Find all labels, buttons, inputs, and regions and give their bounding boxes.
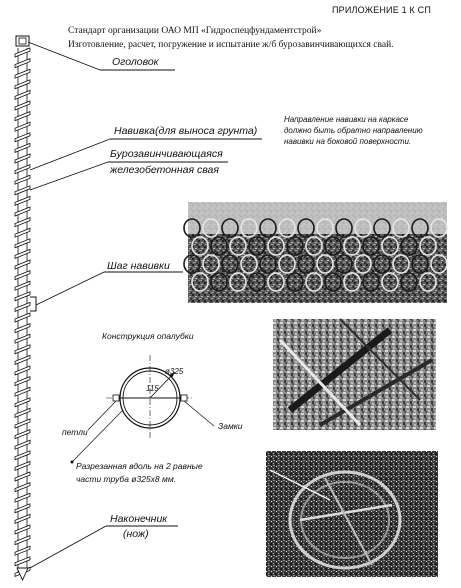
winding-direction-note: Направление навивки на каркасе должно быть обратно направлению навивки на боковой поверхности.: [284, 115, 423, 146]
label-winding: Навивка(для выноса грунта): [114, 125, 258, 137]
label-pile-line1: Бурозавинчивающаяся: [110, 148, 223, 160]
label-pile-line2: железобетонная свая: [110, 164, 219, 176]
label-pile-head: Оголовок: [112, 56, 159, 68]
photo-reinforcement-cages: [184, 202, 447, 303]
label-tip-line2: (нож): [123, 528, 149, 540]
label-loops: петли: [62, 427, 88, 437]
label-cut-line2: части труба ø325х8 мм.: [76, 474, 177, 484]
label-locks: Замки: [218, 421, 243, 431]
document-title-line1: Стандарт организации ОАО МП «Гидроспецфундаментстрой»: [68, 26, 322, 36]
dim-outer: ø325: [165, 367, 184, 376]
pile-head: [16, 36, 29, 46]
photo-cage-detail: [273, 319, 436, 430]
label-winding-step: Шаг навивки: [107, 260, 170, 272]
pile-body: [15, 48, 30, 580]
dim-inner: 115: [146, 384, 159, 393]
formwork-section: [71, 355, 215, 464]
label-tip-line1: Наконечник: [110, 513, 168, 525]
photo-formwork: [266, 451, 438, 577]
appendix-label: ПРИЛОЖЕНИЕ 1 К СП: [332, 5, 432, 15]
label-cut-line1: Разрезанная вдоль на 2 равные: [76, 461, 203, 471]
formwork-title: Конструкция опалубки: [102, 331, 194, 341]
document-title-line2: Изготовление, расчет, погружение и испытание ж/б бурозавинчивающихся свай.: [68, 40, 394, 50]
